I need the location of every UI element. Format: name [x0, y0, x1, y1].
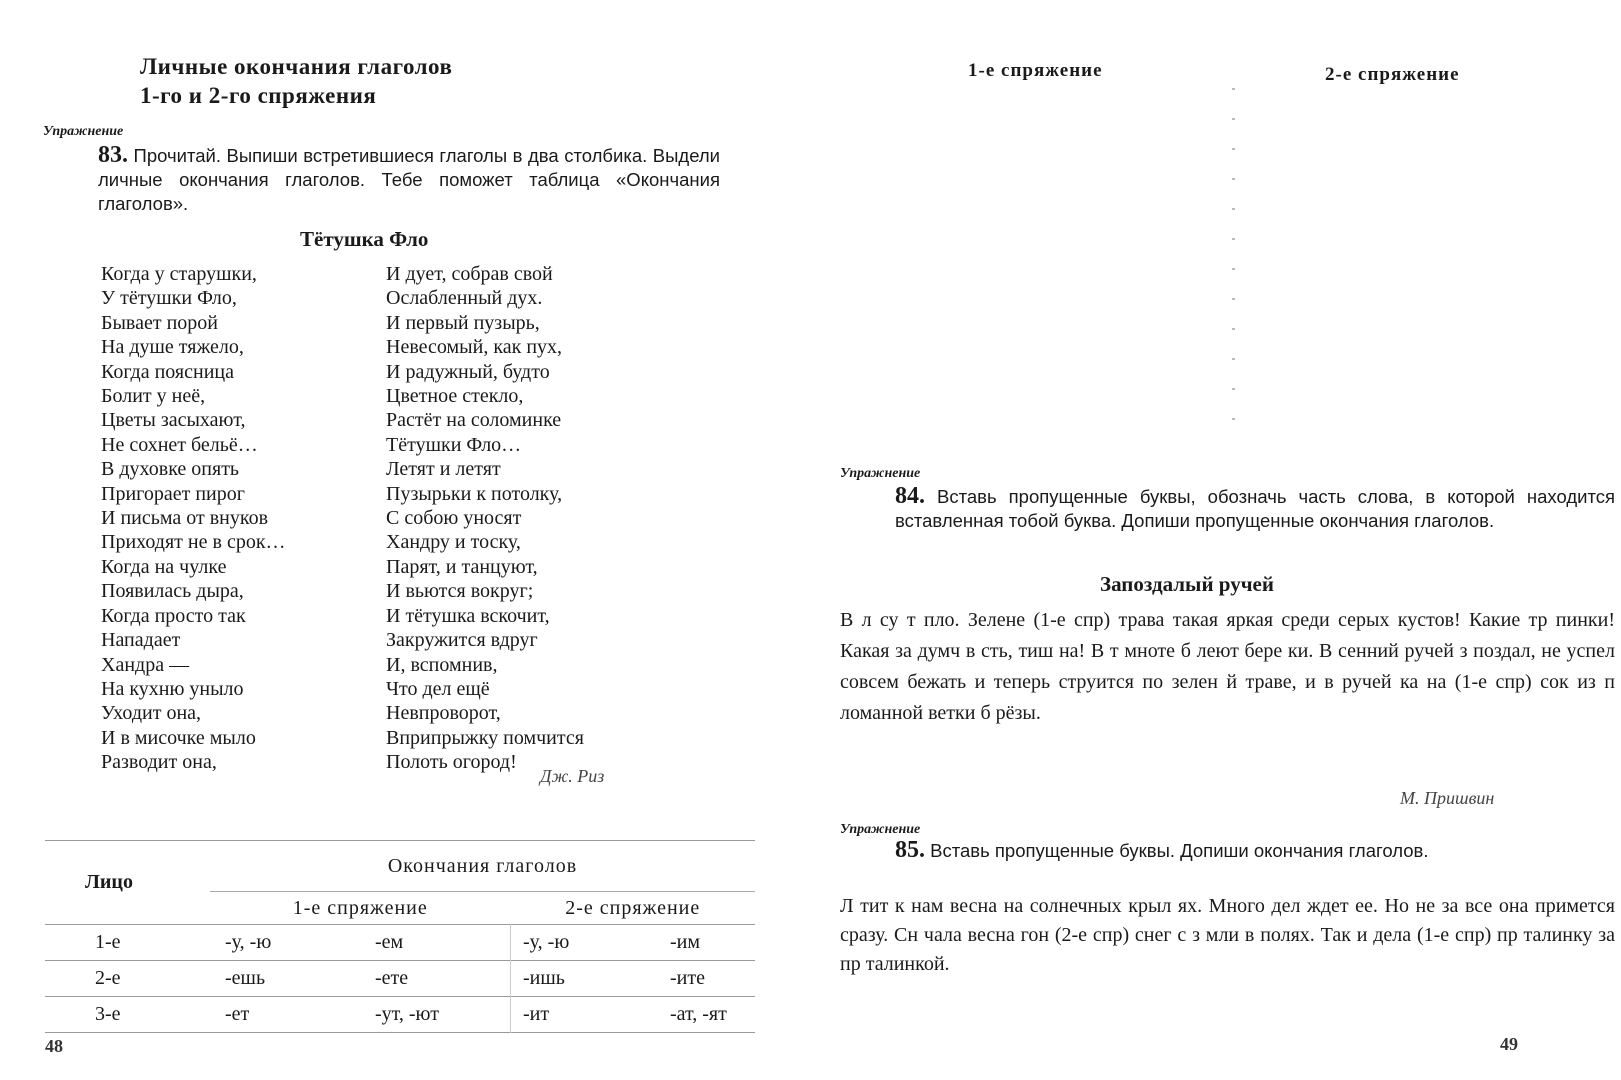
poem-line: Невпроворот,	[386, 702, 501, 725]
exercise-label: Упражнение	[840, 466, 921, 481]
exercise-85-text: 85. Вставь пропущенные буквы. Допиши окончания глаголов.	[895, 837, 1429, 863]
poem-line: И радужный, будто	[386, 360, 550, 383]
poem-line: Растёт на соломинке	[386, 409, 562, 432]
poem-line: Появилась дыра,	[101, 580, 244, 603]
poem-line: И письма от внуков	[101, 507, 269, 530]
divider-dot	[1232, 268, 1235, 270]
exercise-label: Упражнение	[43, 124, 124, 139]
poem-line: Не сохнет бельё…	[101, 433, 258, 456]
poem-line: Парят, и танцуют,	[386, 555, 538, 578]
poem-line: Хандра —	[101, 653, 190, 676]
poem-author: Дж. Риз	[540, 766, 605, 786]
exercise-84-text: 84. Вставь пропущенные буквы, обозначь часть слова, в которой находится вставленная тобой буква. Допиши пропущенные окончания глаголов.	[895, 483, 1615, 531]
exercise-label: Упражнение	[840, 822, 921, 837]
poem-line: Хандру и тоску,	[386, 531, 521, 554]
divider-dot	[1232, 178, 1235, 180]
exercise-number: 83.	[98, 142, 128, 168]
divider-dot	[1232, 388, 1235, 390]
table-header-endings: Окончания глаголов	[387, 854, 578, 877]
divider-dot	[1232, 358, 1235, 360]
table-header-conj2: 2-е спряжение	[511, 892, 756, 925]
poem-line: Тётушки Фло…	[386, 433, 522, 456]
poem-line: Полоть огород!	[386, 751, 517, 774]
poem-line: Невесомый, как пух,	[386, 336, 563, 359]
table-header-person: Лицо	[85, 871, 133, 893]
left-page	[0, 0, 800, 1080]
poem-line: Когда у старушки,	[101, 263, 257, 285]
poem-line: Что дел ещё	[386, 677, 490, 700]
poem-line: Уходит она,	[101, 702, 202, 725]
exercise-84-author: М. Пришвин	[1400, 788, 1495, 808]
poem-line: Цветы засыхают,	[101, 409, 246, 432]
table-header-conj1: 1-е спряжение	[210, 892, 511, 925]
poem-line: И в мисочке мыло	[101, 726, 256, 749]
poem-line: Когда просто так	[101, 604, 246, 627]
exercise-84-body: В л су т пло. Зелене (1-е спр) трава такая яркая среди серых кустов! Какие тр пинки! Какая за думч в сть, тиш на! В т мноте б леют бере ки. В сенний ручей з поздал, не успел совсем бежать и теперь струится по зелен й траве, и в ручей ка на (1-е спр) сок из п ломанной ветки б рёзы.	[840, 609, 1615, 724]
poem-line: На душе тяжело,	[101, 336, 244, 359]
exercise-83-text: 83. Прочитай. Выпиши встретившиеся глаголы в два столбика. Выдели личные окончания глаголов. Тебе поможет таблица «Окончания глаголов».	[98, 142, 721, 214]
poem-line: И вьются вокруг;	[386, 580, 534, 603]
poem-line: И первый пузырь,	[386, 311, 540, 334]
poem-line: Вприпрыжку помчится	[386, 726, 584, 749]
divider-dot	[1232, 328, 1235, 330]
poem-line: С собою уносят	[386, 507, 522, 530]
poem-line: Когда на чулке	[101, 555, 227, 578]
poem-line: И дует, собрав свой	[386, 263, 553, 285]
poem-line: Приходят не в срок…	[101, 531, 286, 554]
poem-column-2	[386, 262, 584, 775]
conj2-heading: 2-е спряжение	[1325, 64, 1460, 85]
poem-line: Пригорает пирог	[101, 482, 245, 505]
poem-line: У тётушки Фло,	[101, 287, 237, 310]
column-divider	[1232, 88, 1236, 448]
poem-line: На кухню уныло	[101, 677, 244, 700]
poem-line: Болит у неё,	[101, 385, 206, 408]
exercise-84-title: Запоздалый ручей	[1100, 572, 1274, 596]
poem-line: Пузырьки к потолку,	[386, 482, 563, 505]
divider-dot	[1232, 118, 1235, 120]
endings-table	[45, 840, 755, 1033]
divider-dot	[1232, 298, 1235, 300]
divider-dot	[1232, 418, 1235, 420]
poem-line: В духовке опять	[101, 458, 240, 481]
poem-line: Цветное стекло,	[386, 385, 524, 408]
poem-line: Когда поясница	[101, 360, 234, 383]
table-row: 3-е -ет -ут, -ют -ит -ат, -ят	[45, 997, 755, 1033]
poem-line: Разводит она,	[101, 751, 217, 774]
chapter-title: Личные окончания глаголов 1-го и 2-го спряжения	[140, 54, 453, 108]
poem-line: И, вспомнив,	[386, 653, 498, 676]
exercise-85-body: Л тит к нам весна на солнечных крыл ях. Много дел ждет ее. Но не за все она примется сразу. Сн чала весна гон (2-е спр) снег с з мли в полях. Так и дела (1-е спр) пр талинку за пр талинкой.	[840, 895, 1615, 975]
poem-line: Летят и летят	[386, 458, 501, 481]
divider-dot	[1232, 148, 1235, 150]
divider-dot	[1232, 88, 1235, 90]
divider-dot	[1232, 208, 1235, 210]
table-row: 2-е -ешь -ете -ишь -ите	[45, 961, 755, 997]
poem-line: Бывает порой	[101, 311, 219, 334]
poem-column-1	[101, 262, 286, 775]
poem-line: Закружится вдруг	[386, 629, 538, 652]
poem-title: Тётушка Фло	[300, 227, 429, 251]
page-number: 48	[45, 1036, 63, 1056]
poem-line: Ослабленный дух.	[386, 287, 543, 310]
conj1-heading: 1-е спряжение	[968, 60, 1103, 81]
poem-line: Нападает	[101, 629, 181, 652]
exercise-number: 85.	[895, 837, 925, 863]
table-row: 1-е -у, -ю -ем -у, -ю -им	[45, 925, 755, 961]
poem-line: И тётушка вскочит,	[386, 604, 550, 627]
exercise-number: 84.	[895, 483, 925, 509]
right-page	[800, 0, 1621, 1080]
divider-dot	[1232, 238, 1235, 240]
page-number: 49	[1500, 1034, 1518, 1054]
